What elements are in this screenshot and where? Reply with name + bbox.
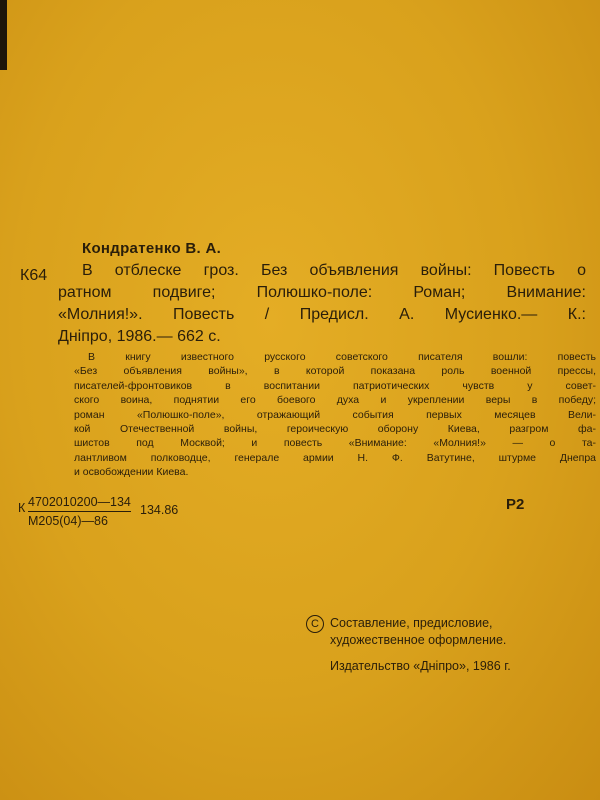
annotation-line: шистов под Москвой; и повесть «Внимание: «Молния!» — о та- bbox=[74, 437, 596, 450]
description-line: «Молния!». Повесть / Предисл. А. Мусиенко.— К.: bbox=[58, 306, 586, 323]
description-line: ратном подвиге; Полюшко-поле: Роман; Внимание: bbox=[58, 284, 586, 301]
copyright-text bbox=[330, 615, 506, 649]
classification-letter: К bbox=[18, 501, 26, 515]
classification-numerator: 4702010200—134 bbox=[28, 495, 131, 512]
annotation-line: ского воина, поднятии его боевого духа и укреплении веры в победу; bbox=[74, 394, 596, 407]
copyright-line: Составление, предисловие, bbox=[330, 616, 493, 630]
description-line: Дніпро, 1986.— 662 с. bbox=[58, 328, 221, 345]
annotation-line: В книгу известного русского советского писателя вошли: повесть bbox=[88, 351, 596, 363]
copyright-block bbox=[306, 615, 506, 649]
copyright-line: художественное оформление. bbox=[330, 633, 507, 647]
bibliographic-description bbox=[58, 260, 586, 348]
annotation-line: кой Отечественной войны, героическую оборону Киева, разгром фа- bbox=[74, 423, 596, 436]
copyright-icon: C bbox=[306, 615, 324, 633]
annotation bbox=[74, 350, 596, 480]
book-binding-edge bbox=[0, 0, 7, 70]
catalog-code: К64 bbox=[20, 267, 48, 284]
description-line: В отблеске гроз. Без объявления войны: Повесть о bbox=[82, 262, 586, 279]
author-name: Кондратенко В. А. bbox=[82, 240, 222, 257]
classification-denominator: М205(04)—86 bbox=[28, 514, 108, 528]
publisher-line: Издательство «Дніпро», 1986 г. bbox=[330, 659, 511, 673]
classification-fraction bbox=[28, 495, 131, 528]
classification-number: 134.86 bbox=[140, 503, 179, 517]
annotation-line: роман «Полюшко-поле», отражающий события первых месяцев Вели- bbox=[74, 408, 596, 421]
annotation-line: «Без объявления войны», в которой показана роль военной прессы, bbox=[74, 365, 596, 378]
annotation-line: писателей-фронтовиков в воспитании патриотических чувств у совет- bbox=[74, 379, 596, 392]
annotation-line: и освобождении Киева. bbox=[74, 466, 189, 479]
shelf-mark: Р2 bbox=[506, 496, 525, 513]
annotation-line: лантливом полководце, генерале армии Н. Ф. Ватутине, штурме Днепра bbox=[74, 451, 596, 464]
